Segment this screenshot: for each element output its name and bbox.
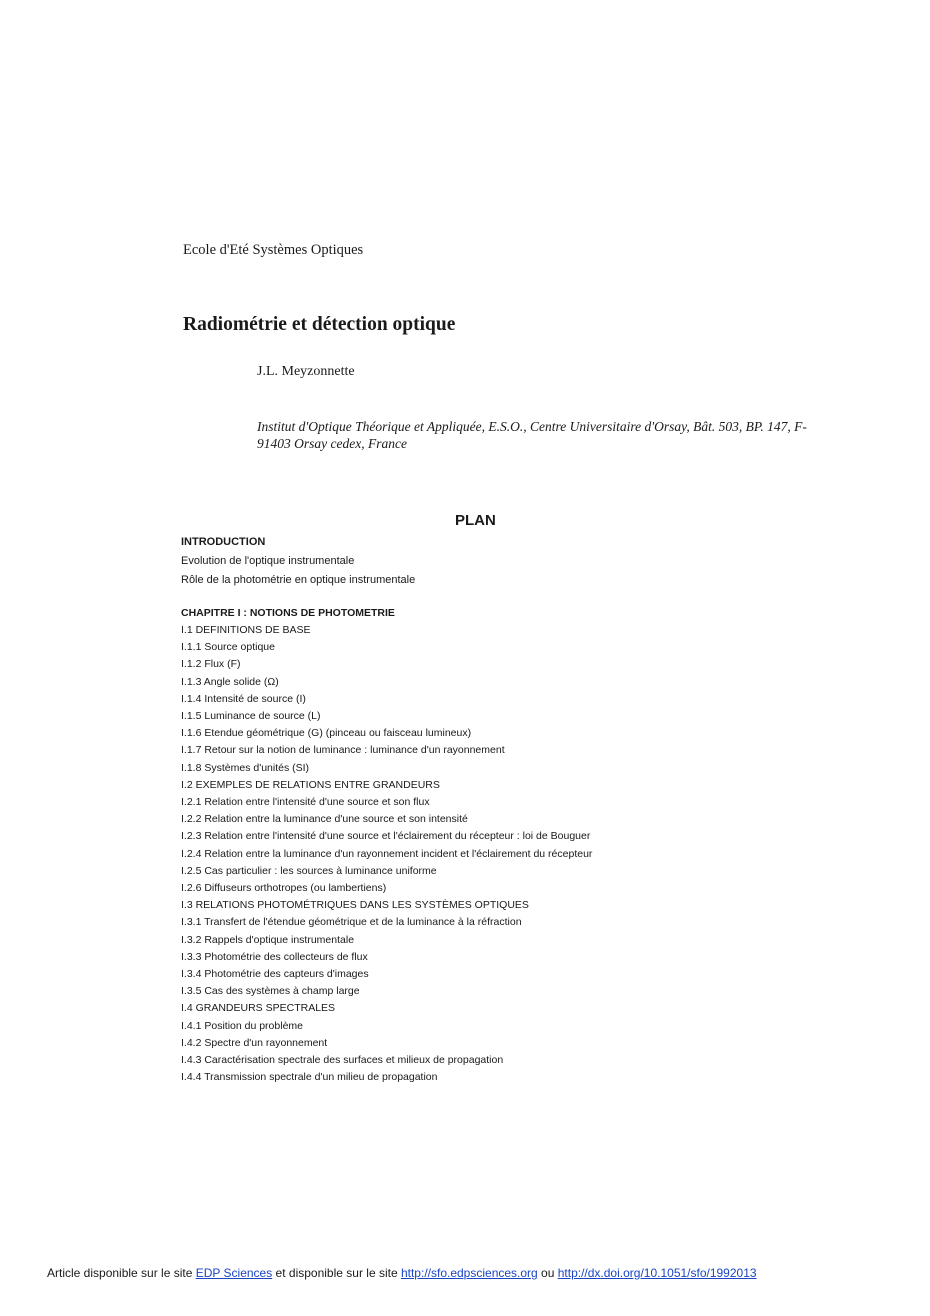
- toc-item: I.1.4 Intensité de source (I): [181, 692, 306, 705]
- toc-item: I.1.8 Systèmes d'unités (SI): [181, 761, 310, 774]
- introduction-heading: INTRODUCTION: [181, 536, 266, 548]
- toc-item: I.2.2 Relation entre la luminance d'une source et son intensité: [181, 813, 468, 826]
- toc-item: I.1.2 Flux (F): [181, 658, 241, 671]
- introduction-item: Evolution de l'optique instrumentale: [181, 555, 355, 567]
- introduction-section: [181, 533, 415, 590]
- plan-heading: PLAN: [455, 512, 496, 529]
- toc-item: I.3 RELATIONS PHOTOMÉTRIQUES DANS LES SYSTÈMES OPTIQUES: [181, 899, 529, 912]
- toc-item: I.2.3 Relation entre l'intensité d'une source et l'éclairement du récepteur : loi de Bouguer: [181, 830, 591, 843]
- author-affiliation: Institut d'Optique Théorique et Appliquée, E.S.O., Centre Universitaire d'Orsay, Bât. 503, BP. 147, F-91403 Orsay cedex, France: [257, 419, 807, 451]
- toc-item: I.4 GRANDEURS SPECTRALES: [181, 1002, 336, 1015]
- availability-footer: [47, 1266, 757, 1280]
- toc-item: I.1 DEFINITIONS DE BASE: [181, 624, 311, 636]
- toc-item: I.2.1 Relation entre l'intensité d'une source et son flux: [181, 796, 430, 809]
- toc-item: I.3.5 Cas des systèmes à champ large: [181, 985, 360, 998]
- toc-item: I.3.3 Photométrie des collecteurs de flux: [181, 950, 368, 963]
- doi-link[interactable]: http://dx.doi.org/10.1051/sfo/1992013: [557, 1266, 757, 1280]
- toc-item: I.2 EXEMPLES DE RELATIONS ENTRE GRANDEURS: [181, 778, 440, 791]
- introduction-item: Rôle de la photométrie en optique instrumentale: [181, 574, 416, 586]
- footer-text: Article disponible sur le site: [47, 1266, 196, 1280]
- toc-item: I.2.5 Cas particulier : les sources à luminance uniforme: [181, 864, 437, 877]
- school-name: Ecole d'Eté Systèmes Optiques: [183, 242, 364, 258]
- footer-text: ou: [537, 1266, 558, 1280]
- chapter-1-section: [181, 605, 592, 1086]
- footer-text: et disponible sur le site: [272, 1266, 401, 1280]
- toc-item: I.1.3 Angle solide (Ω): [181, 675, 279, 688]
- author-name: J.L. Meyzonnette: [257, 364, 355, 379]
- toc-item: I.4.2 Spectre d'un rayonnement: [181, 1036, 328, 1049]
- toc-item: I.3.4 Photométrie des capteurs d'images: [181, 968, 369, 981]
- toc-item: I.4.3 Caractérisation spectrale des surfaces et milieux de propagation: [181, 1054, 504, 1067]
- chapter-1-heading: CHAPITRE I : NOTIONS DE PHOTOMETRIE: [181, 607, 395, 619]
- toc-item: I.1.6 Etendue géométrique (G) (pinceau ou faisceau lumineux): [181, 727, 472, 740]
- toc-item: I.1.1 Source optique: [181, 641, 275, 654]
- toc-item: I.2.4 Relation entre la luminance d'un rayonnement incident et l'éclairement du récepteur: [181, 847, 593, 860]
- toc-item: I.2.6 Diffuseurs orthotropes (ou lambertiens): [181, 882, 387, 895]
- paper-title: Radiométrie et détection optique: [183, 314, 456, 335]
- toc-item: I.3.2 Rappels d'optique instrumentale: [181, 933, 355, 946]
- edp-sciences-link[interactable]: EDP Sciences: [195, 1266, 273, 1280]
- toc-item: I.1.5 Luminance de source (L): [181, 710, 321, 723]
- toc-item: I.1.7 Retour sur la notion de luminance : luminance d'un rayonnement: [181, 744, 505, 757]
- sfo-site-link[interactable]: http://sfo.edpsciences.org: [400, 1266, 538, 1280]
- toc-item: I.3.1 Transfert de l'étendue géométrique et de la luminance à la réfraction: [181, 916, 522, 929]
- toc-item: I.4.1 Position du problème: [181, 1019, 303, 1032]
- toc-item: I.4.4 Transmission spectrale d'un milieu de propagation: [181, 1071, 438, 1084]
